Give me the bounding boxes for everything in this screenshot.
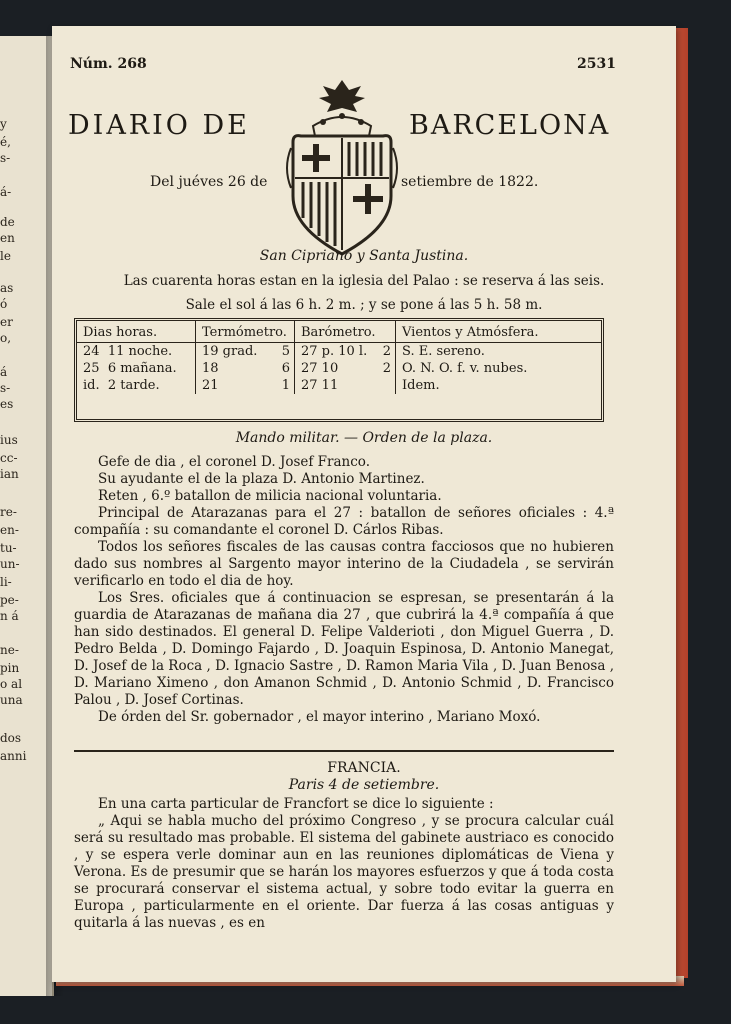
left-page-fragment: as — [0, 281, 14, 295]
left-page-fragment: en- — [0, 523, 19, 537]
table-row — [77, 377, 601, 394]
cell-term-n: 1 — [281, 378, 290, 393]
left-page-fragment: n á — [0, 609, 19, 623]
left-page-fragment: tu- — [0, 541, 17, 555]
page-number: 2531 — [577, 56, 616, 72]
date-right: setiembre de 1822. — [401, 174, 539, 190]
cell-bar: 27 p. 10 l. — [301, 344, 368, 359]
cell-hora: 6 mañana. — [107, 361, 177, 376]
left-page-fragment: y — [0, 117, 7, 131]
left-page-fragment: é, — [0, 135, 11, 149]
weather-table — [74, 318, 604, 422]
left-page-fragment: una — [0, 693, 23, 707]
cell-dia: 24 — [83, 344, 100, 359]
cell-viento: O. N. O. f. v. nubes. — [402, 361, 528, 376]
left-page-fragment: pin — [0, 661, 20, 675]
cell-viento: S. E. sereno. — [402, 344, 485, 359]
masthead-title-left: DIARIO DE — [68, 110, 250, 141]
left-page-fragment: cc- — [0, 451, 18, 465]
francia-body — [74, 796, 614, 932]
cell-dia: id. — [83, 378, 100, 393]
section-divider — [74, 750, 614, 752]
left-page-fragment: s- — [0, 151, 11, 165]
cell-term-n: 6 — [281, 361, 290, 376]
date-left: Del juéves 26 de — [150, 174, 268, 190]
cuarenta-horas-notice: Las cuarenta horas estan en la iglesia del Palao : se reserva á las seis. — [123, 273, 605, 289]
left-page-fragment: ó — [0, 297, 8, 311]
left-page-fragment: li- — [0, 575, 12, 589]
left-page-fragment: á — [0, 365, 8, 379]
left-page-fragment: ne- — [0, 643, 19, 657]
left-page-fragment: er — [0, 315, 13, 329]
left-page-fragment: pe- — [0, 593, 19, 607]
left-page-fragment: ius — [0, 433, 18, 447]
left-page-fragment: o, — [0, 331, 12, 345]
cell-hora: 2 tarde. — [107, 378, 160, 393]
table-row — [77, 360, 601, 377]
cell-viento: Idem. — [402, 378, 440, 393]
paragraph: Principal de Atarazanas para el 27 : batallon de señores oficiales : 4.ª compañía : su comandante el coronel D. Cárlos Ribas. — [74, 505, 614, 538]
cell-term: 21 — [202, 378, 219, 393]
paragraph: Su ayudante el de la plaza D. Antonio Martinez. — [98, 471, 425, 487]
paragraph: En una carta particular de Francfort se dice lo siguiente : — [98, 796, 494, 812]
left-page-fragment: s- — [0, 381, 11, 395]
left-page-fragment: á- — [0, 185, 12, 199]
cell-term-n: 5 — [281, 344, 290, 359]
paris-dateline: Paris 4 de setiembre. — [288, 777, 440, 793]
paragraph: Todos los señores fiscales de las causas contra facciosos que no hubieren dado sus nombres al Sargento mayor interino de la Ciudadela , se servirán verificarlo en todo el dia de hoy. — [74, 539, 614, 589]
header-barometro: Barómetro. — [295, 321, 396, 343]
francia-heading: FRANCIA. — [327, 760, 401, 776]
left-page-fragment: le — [0, 249, 11, 263]
table-row — [77, 343, 601, 361]
paragraph: Los Sres. oficiales que á continuacion se espresan, se presentarán á la guardia de Atarazanas de mañana dia 27 , que cubrirá la 4.ª compañía á que han sido destinados. El general D. Felipe Valderioti , don Miguel Guerra , D. Pedro Belda , D. Domingo Fajardo , D. Joaquin Espinosa, D. Antonio Manegat, D. Josef de la Roca , D. Ignacio Sastre , D. Ramon Maria Vila , D. Juan Benosa , D. Mariano Ximeno , don Amanon Schmid , D. Antonio Schmid , D. Francisco Palou , D. Josef Cortinas. — [74, 590, 614, 708]
issue-number: Núm. 268 — [70, 56, 147, 72]
header-dias-horas: Dias horas. — [77, 321, 196, 343]
left-page-fragment: anni — [0, 749, 27, 763]
left-page-fragment: ian — [0, 467, 19, 481]
paragraph: „ Aqui se habla mucho del próximo Congreso , y se procura calcular cuál será su resultado mas probable. El sistema del gabinete austriaco es conocido , y se espera verle dominar aun en las reuniones diplomáticas de Viena y Verona. Es de presumir que se harán los mayores esfuerzos y que á toda costa se procurará conservar el sistema actual, y sobre todo evitar la guerra en Europa , particularmente en el oriente. Dar fuerza á las cosas antiguas y quitarla á las nuevas , es en — [74, 813, 614, 931]
cell-term: 18 — [202, 361, 219, 376]
cell-term: 19 grad. — [202, 344, 258, 359]
left-page-fragment: es — [0, 397, 14, 411]
cell-bar-n: 2 — [382, 361, 391, 376]
cell-dia: 25 — [83, 361, 100, 376]
paragraph: Reten , 6.º batallon de milicia nacional voluntaria. — [98, 488, 442, 504]
barcelona-coat-of-arms-icon — [283, 78, 401, 264]
cell-bar: 27 10 — [301, 361, 339, 376]
mando-body — [74, 454, 614, 726]
left-page-fragment: dos — [0, 731, 22, 745]
masthead-title-right: BARCELONA — [409, 110, 611, 141]
mando-militar-heading: Mando militar. — Orden de la plaza. — [235, 430, 493, 446]
order-line: De órden del Sr. gobernador , el mayor interino , Mariano Moxó. — [98, 709, 541, 725]
cell-bar-n: 2 — [382, 344, 391, 359]
header-termometro: Termómetro. — [196, 321, 295, 343]
saints-of-day: San Cipriano y Santa Justina. — [259, 248, 469, 264]
left-page-fragment: en — [0, 231, 15, 245]
paragraph: Gefe de dia , el coronel D. Josef Franco. — [98, 454, 370, 470]
left-page-fragment: re- — [0, 505, 17, 519]
left-page-fragment: o al — [0, 677, 23, 691]
left-page-fragment: de — [0, 215, 15, 229]
header-vientos: Vientos y Atmósfera. — [396, 321, 602, 343]
left-page-fragment: un- — [0, 557, 20, 571]
sunrise-sunset: Sale el sol á las 6 h. 2 m. ; y se pone á las 5 h. 58 m. — [185, 297, 543, 313]
cell-bar: 27 11 — [301, 378, 339, 393]
cell-hora: 11 noche. — [107, 344, 173, 359]
newspaper-page — [52, 26, 676, 982]
